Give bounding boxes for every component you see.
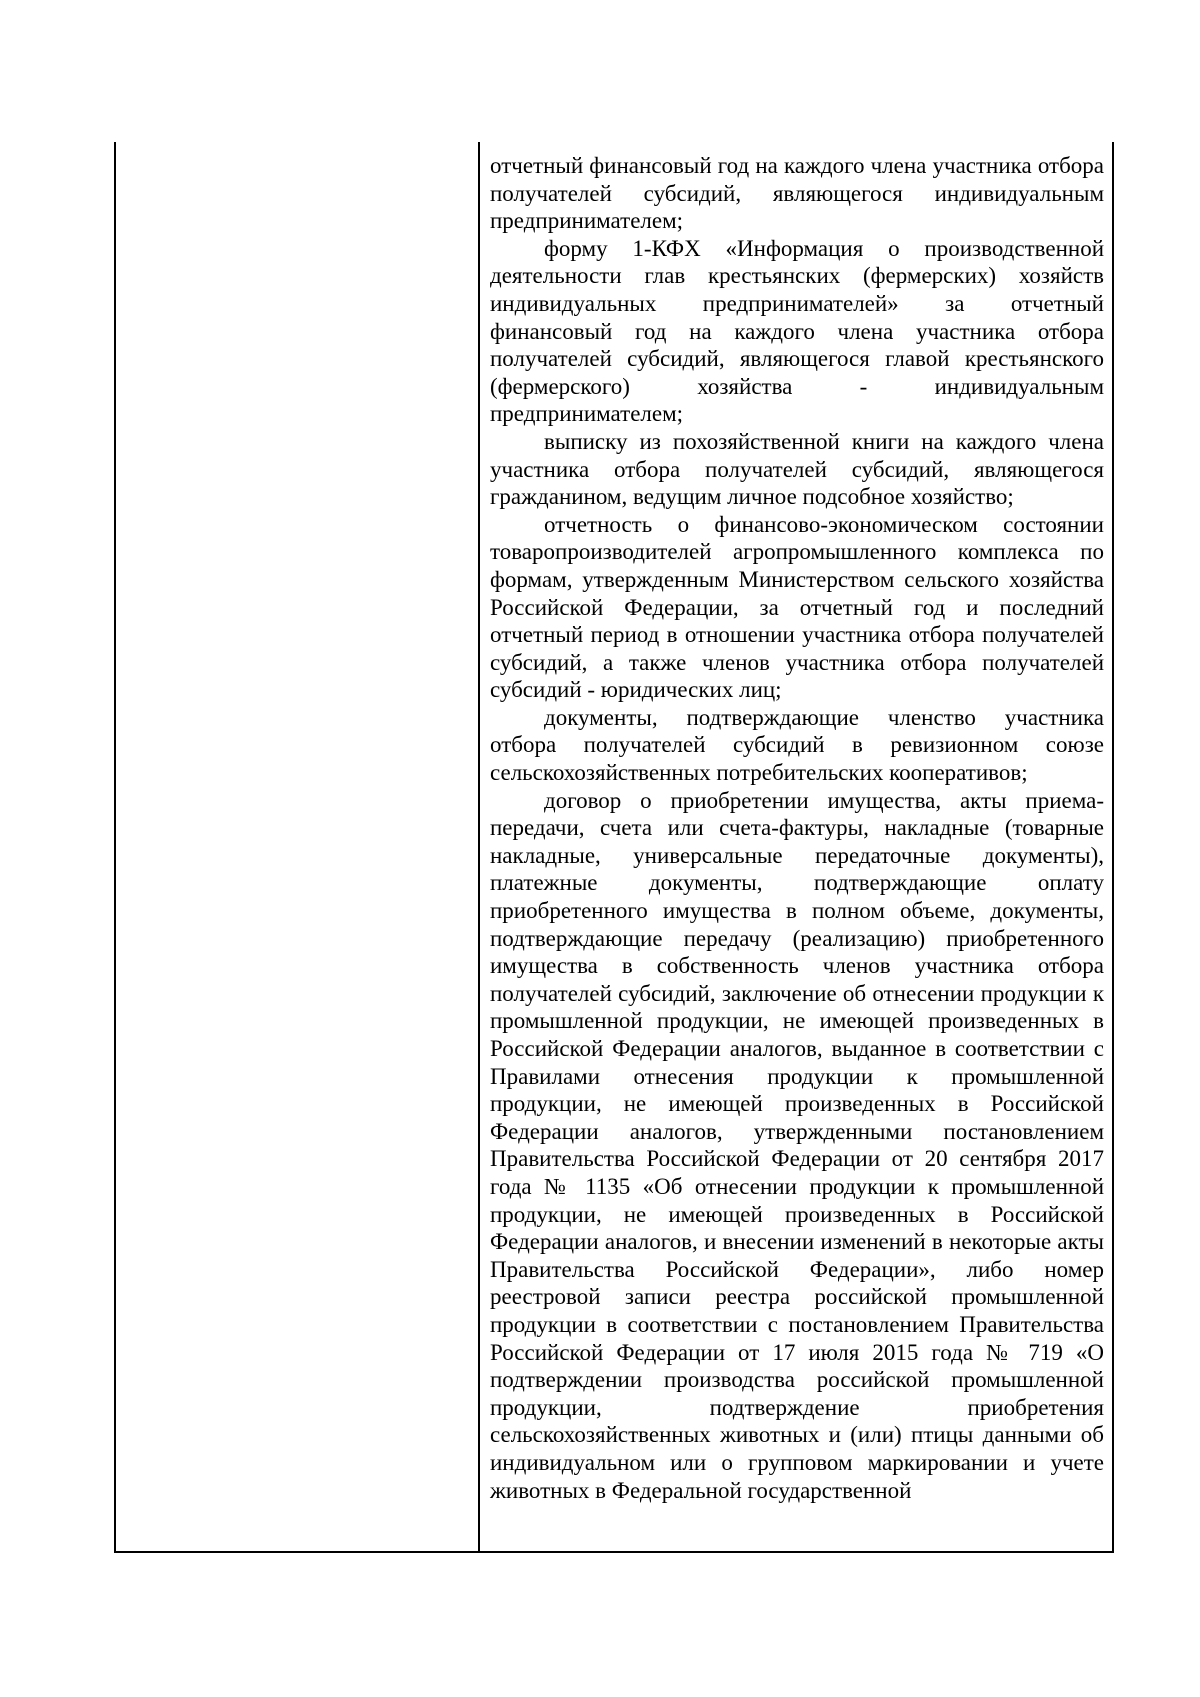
table-cell-right [480, 142, 1112, 1551]
paragraph-continuation: отчетный финансовый год на каждого члена участника отбора получателей субсидий, являющегося индивидуальным предпринимателем; [490, 153, 1104, 234]
document-table [114, 142, 1114, 1553]
paragraph-financial-reporting: отчетность о финансово-экономическом состоянии товаропроизводителей агропромышленного комплекса по формам, утвержденным Министерством сельского хозяйства Российской Федерации, за отчетный год и последний отчетный период в отношении участника отбора получателей субсидий, а также членов участника отбора получателей субсидий - юридических лиц; [490, 511, 1104, 703]
paragraph-purchase-documents: договор о приобретении имущества, акты приема-передачи, счета или счета-фактуры, накладные (товарные накладные, универсальные передаточные документы), платежные документы, подтверждающие оплату приобретенного имущества в полном объеме, документы, подтверждающие передачу (реализацию) приобретенного имущества в собственность членов участника отбора получателей субсидий, заключение об отнесении продукции к промышленной продукции, не имеющей произведенных в Российской Федерации аналогов, выданное в соответствии с Правилами отнесения продукции к промышленной продукции, не имеющей произведенных в Российской Федерации аналогов, утвержденными постановлением Правительства Российской Федерации от 20 сентября 2017 года № 1135 «Об отнесении продукции к промышленной продукции, не имеющей произведенных в Российской Федерации аналогов, и внесении изменений в некоторые акты Правительства Российской Федерации», либо номер реестровой записи реестра российской промышленной продукции в соответствии с постановлением Правительства Российской Федерации от 17 июля 2015 года № 719 «О подтверждении производства российской промышленной продукции, подтверждение приобретения сельскохозяйственных животных и (или) птицы данными об индивидуальном или о групповом маркировании и учете животных в Федеральной государственной [490, 787, 1104, 1503]
table-cell-left [116, 142, 480, 1551]
paragraph-audit-union-membership: документы, подтверждающие членство участника отбора получателей субсидий в ревизионном союзе сельскохозяйственных потребительских кооперативов; [490, 704, 1104, 786]
paragraph-form-1-kfh: форму 1-КФХ «Информация о производственной деятельности глав крестьянских (фермерских) хозяйств индивидуальных предпринимателей» за отчетный финансовый год на каждого члена участника отбора получателей субсидий, являющегося главой крестьянского (фермерского) хозяйства - индивидуальным предпринимателем; [490, 235, 1104, 427]
paragraph-household-book-extract: выписку из похозяйственной книги на каждого члена участника отбора получателей субсидий, являющегося гражданином, ведущим личное подсобное хозяйство; [490, 428, 1104, 510]
